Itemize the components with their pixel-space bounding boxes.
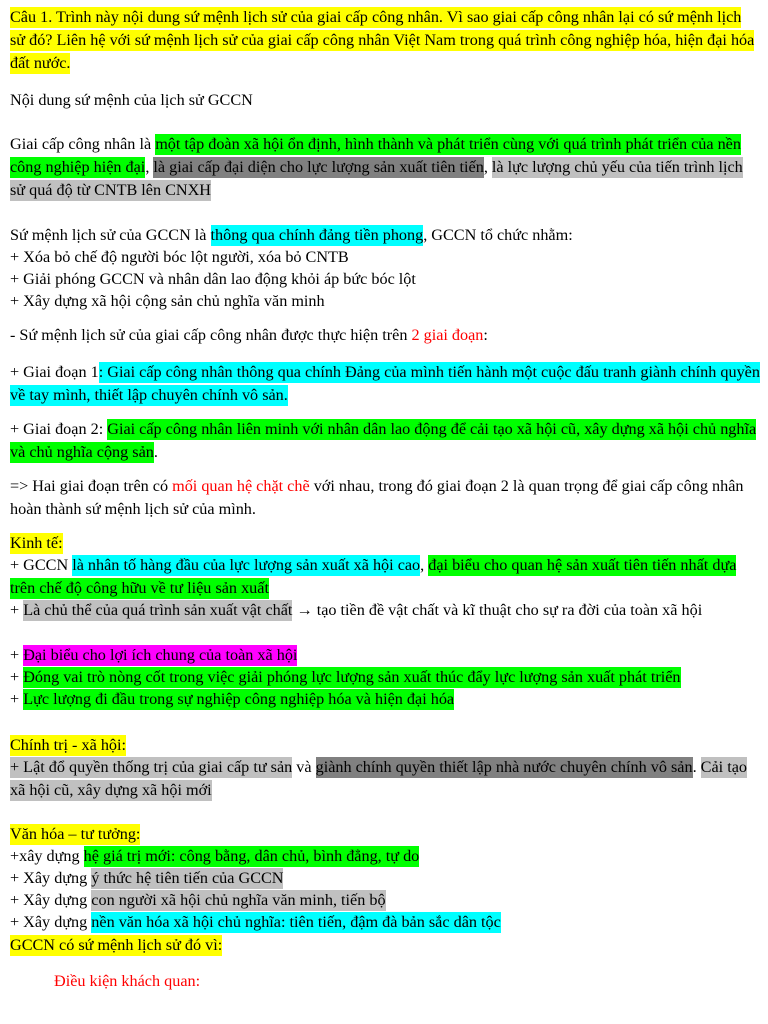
stage-2-paragraph: + Giai đoạn 2: Giai cấp công nhân liên minh với nhân dân lao động để cải tạo xã hội cũ, xây dựng xã hội chủ nghĩa và chủ nghĩa cộng sản.: [10, 420, 757, 461]
stages-count: 2 giai đoạn: [411, 326, 484, 344]
conclusion-paragraph: => Hai giai đoạn trên có mối quan hệ chặt chẽ với nhau, trong đó giai đoạn 2 là quan trọng để giai cấp công nhân hoàn thành sứ mệnh lịch sử của mình.: [10, 477, 744, 518]
economy-line-5: + Lực lượng đi đầu trong sự nghiệp công nghiệp hóa và hiện đại hóa: [10, 690, 455, 708]
stage-2-highlight: Giai cấp công nhân liên minh với nhân dân lao động để cải tạo xã hội cũ, xây dựng xã hội chủ nghĩa và chủ nghĩa cộng sản: [10, 420, 757, 461]
economy-line-3: + Đại biểu cho lợi ích chung của toàn xã hội: [10, 646, 298, 664]
culture-line-1: +xây dựng hệ giá trị mới: công bằng, dân chủ, bình đẳng, tự do: [10, 847, 420, 865]
mission-item-2: + Giải phóng GCCN và nhân dân lao động khỏi áp bức bóc lột: [10, 270, 416, 288]
definition-highlight-1: một tập đoàn xã hội ổn định, hình thành và phát triển cùng với quá trình phát triển của nền công nghiệp hiện đại: [10, 135, 741, 176]
politics-paragraph: + Lật đổ quyền thống trị của giai cấp tư sản và giành chính quyền thiết lập nhà nước chuyên chính vô sản. Cải tạo xã hội cũ, xây dựng xã hội mới: [10, 758, 747, 799]
economy-line-4: + Đóng vai trò nòng cốt trong việc giải phóng lực lượng sản xuất thúc đẩy lực lượng sản xuất phát triển: [10, 668, 681, 686]
culture-line-2: + Xây dựng ý thức hệ tiên tiến của GCCN: [10, 869, 284, 887]
definition-highlight-3: là lực lượng chủ yếu của tiến trình lịch sử quá độ từ CNTB lên CNXH: [10, 158, 743, 199]
objective-conditions-heading: Điều kiện khách quan:: [54, 972, 201, 990]
culture-line-3: + Xây dựng con người xã hội chủ nghĩa văn minh, tiến bộ: [10, 891, 386, 909]
definition-paragraph: Giai cấp công nhân là một tập đoàn xã hội ổn định, hình thành và phát triển cùng với quá trình phát triển của nền công nghiệp hiện đại, là giai cấp đại diện cho lực lượng sản xuất tiên tiến, là lực lượng chủ yếu của tiến trình lịch sử quá độ từ CNTB lên CNXH: [10, 135, 743, 199]
mission-paragraph: Sứ mệnh lịch sử của GCCN là thông qua chính đảng tiền phong, GCCN tổ chức nhằm:: [10, 226, 573, 244]
reason-heading: GCCN có sứ mệnh lịch sử đó vì:: [10, 936, 223, 954]
economy-line-2: + Là chủ thể của quá trình sản xuất vật chất → tạo tiền đề vật chất và kĩ thuật cho sự ra đời của toàn xã hội: [10, 601, 703, 619]
mission-highlight: thông qua chính đảng tiền phong: [210, 226, 424, 244]
question-paragraph: [10, 6, 760, 75]
conclusion-red-text: mối quan hệ chặt chẽ: [172, 477, 310, 495]
culture-heading: Văn hóa – tư tưởng:: [10, 825, 141, 843]
mission-item-1: + Xóa bỏ chế độ người bóc lột người, xóa bỏ CNTB: [10, 248, 349, 266]
politics-heading: Chính trị - xã hội:: [10, 736, 126, 754]
stage-1-paragraph: + Giai đoạn 1: Giai cấp công nhân thông qua chính Đảng của mình tiến hành một cuộc đấu tranh giành chính quyền về tay mình, thiết lập chuyên chính vô sản.: [10, 363, 760, 404]
culture-line-4: + Xây dựng nền văn hóa xã hội chủ nghĩa: tiên tiến, đậm đà bản sắc dân tộc: [10, 913, 501, 931]
arrow-right-icon: →: [292, 601, 317, 619]
section-title: Nội dung sứ mệnh của lịch sử GCCN: [10, 91, 253, 109]
economy-line-1: + GCCN là nhân tố hàng đầu của lực lượng sản xuất xã hội cao, đại biểu cho quan hệ sản xuất tiên tiến nhất dựa trên chế độ công hữu về tư liệu sản xuất: [10, 556, 737, 597]
economy-heading: Kinh tế:: [10, 534, 63, 552]
stages-intro: - Sứ mệnh lịch sử của giai cấp công nhân được thực hiện trên 2 giai đoạn:: [10, 326, 488, 344]
definition-highlight-2: là giai cấp đại diện cho lực lượng sản xuất tiên tiến: [153, 158, 484, 176]
stage-1-highlight: : Giai cấp công nhân thông qua chính Đảng của mình tiến hành một cuộc đấu tranh giành chính quyền về tay mình, thiết lập chuyên chính vô sản.: [10, 363, 760, 404]
mission-item-3: + Xây dựng xã hội cộng sản chủ nghĩa văn minh: [10, 292, 325, 310]
question-text: Câu 1. Trình này nội dung sứ mệnh lịch sử của giai cấp công nhân. Vì sao giai cấp công nhân lại có sứ mệnh lịch sử đó? Liên hệ với sứ mệnh lịch sử của giai cấp công nhân Việt Nam trong quá trình công nghiệp hóa, hiện đại hóa đất nước.: [10, 8, 755, 72]
